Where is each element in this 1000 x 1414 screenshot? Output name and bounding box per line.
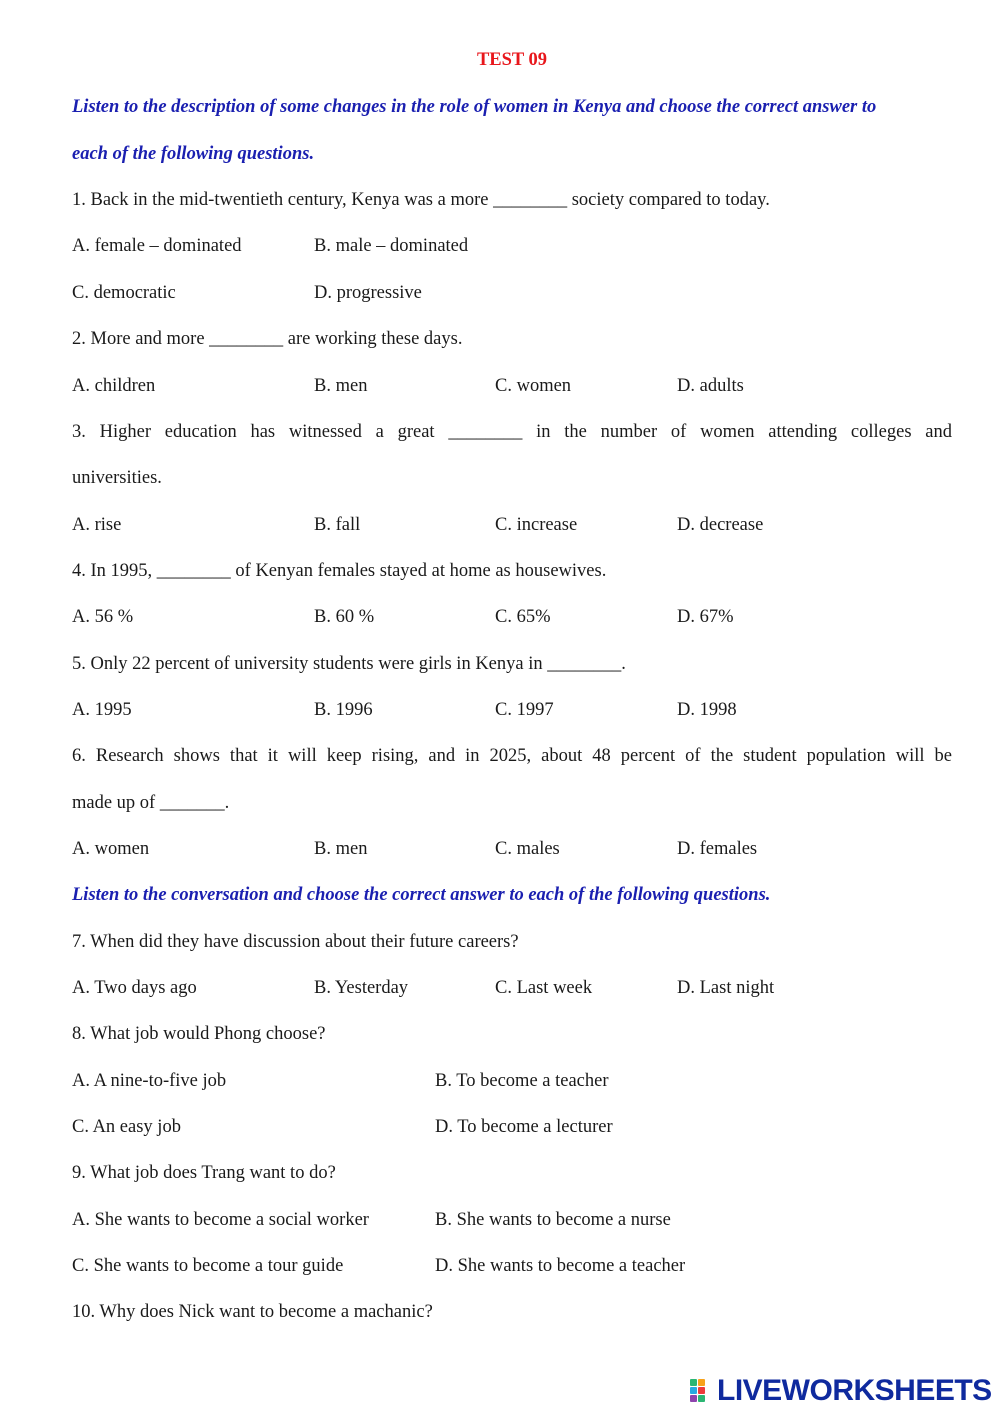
- q3-option-d[interactable]: D. decrease: [677, 515, 764, 535]
- q1-option-d[interactable]: D. progressive: [314, 283, 422, 303]
- q3-option-c[interactable]: C. increase: [495, 515, 578, 535]
- q2-option-b[interactable]: B. men: [314, 376, 368, 396]
- test-title: TEST 09: [476, 50, 548, 70]
- q5-option-a[interactable]: A. 1995: [72, 700, 132, 720]
- q1-option-b[interactable]: B. male – dominated: [314, 236, 469, 256]
- q4-option-b[interactable]: B. 60 %: [314, 607, 375, 627]
- q9-option-c[interactable]: C. She wants to become a tour guide: [72, 1256, 344, 1276]
- q2-option-d[interactable]: D. adults: [677, 376, 744, 396]
- question-3-line1: 3. Higher education has witnessed a great ________ in the number of women attending colleges and: [72, 422, 952, 442]
- q9-option-d[interactable]: D. She wants to become a teacher: [435, 1256, 686, 1276]
- q4-option-a[interactable]: A. 56 %: [72, 607, 134, 627]
- q1-option-a[interactable]: A. female – dominated: [72, 236, 242, 256]
- q5-option-d[interactable]: D. 1998: [677, 700, 737, 720]
- question-3-line2: universities.: [72, 468, 162, 488]
- q3-option-a[interactable]: A. rise: [72, 515, 122, 535]
- q9-option-a[interactable]: A. She wants to become a social worker: [72, 1210, 369, 1230]
- q8-option-c[interactable]: C. An easy job: [72, 1117, 181, 1137]
- q6-option-b[interactable]: B. men: [314, 839, 368, 859]
- q8-option-d[interactable]: D. To become a lecturer: [435, 1117, 613, 1137]
- q7-option-a[interactable]: A. Two days ago: [72, 978, 197, 998]
- q2-option-c[interactable]: C. women: [495, 376, 572, 396]
- q4-option-d[interactable]: D. 67%: [677, 607, 734, 627]
- q6-option-c[interactable]: C. males: [495, 839, 560, 859]
- q7-option-d[interactable]: D. Last night: [677, 978, 775, 998]
- question-6-line2: made up of _______.: [72, 793, 230, 813]
- question-10: 10. Why does Nick want to become a machanic?: [72, 1302, 433, 1322]
- q8-option-a[interactable]: A. A nine-to-five job: [72, 1071, 227, 1091]
- question-2: 2. More and more ________ are working these days.: [72, 329, 463, 349]
- question-1: 1. Back in the mid-twentieth century, Kenya was a more ________ society compared to today.: [72, 190, 770, 210]
- section2-instruction: Listen to the conversation and choose the correct answer to each of the following questions.: [72, 885, 771, 905]
- q4-option-c[interactable]: C. 65%: [495, 607, 551, 627]
- q6-option-a[interactable]: A. women: [72, 839, 150, 859]
- question-5: 5. Only 22 percent of university students were girls in Kenya in ________.: [72, 654, 626, 674]
- question-9: 9. What job does Trang want to do?: [72, 1163, 336, 1183]
- question-8: 8. What job would Phong choose?: [72, 1024, 326, 1044]
- liveworksheets-logo: [690, 1374, 992, 1408]
- question-4: 4. In 1995, ________ of Kenyan females stayed at home as housewives.: [72, 561, 607, 581]
- q6-option-d[interactable]: D. females: [677, 839, 758, 859]
- liveworksheets-logo-text: LIVEWORKSHEETS: [717, 1374, 992, 1407]
- q9-option-b[interactable]: B. She wants to become a nurse: [435, 1210, 671, 1230]
- q1-option-c[interactable]: C. democratic: [72, 283, 176, 303]
- q8-option-b[interactable]: B. To become a teacher: [435, 1071, 609, 1091]
- liveworksheets-logo-icon: [690, 1377, 714, 1405]
- q7-option-b[interactable]: B. Yesterday: [314, 978, 409, 998]
- section1-instruction-line2: each of the following questions.: [72, 144, 315, 164]
- section1-instruction-line1: Listen to the description of some changes in the role of women in Kenya and choose the correct answer to: [72, 97, 877, 117]
- q5-option-c[interactable]: C. 1997: [495, 700, 554, 720]
- question-6-line1: 6. Research shows that it will keep rising, and in 2025, about 48 percent of the student population will be: [72, 746, 952, 766]
- q7-option-c[interactable]: C. Last week: [495, 978, 593, 998]
- q3-option-b[interactable]: B. fall: [314, 515, 361, 535]
- q5-option-b[interactable]: B. 1996: [314, 700, 373, 720]
- q2-option-a[interactable]: A. children: [72, 376, 156, 396]
- question-7: 7. When did they have discussion about their future careers?: [72, 932, 519, 952]
